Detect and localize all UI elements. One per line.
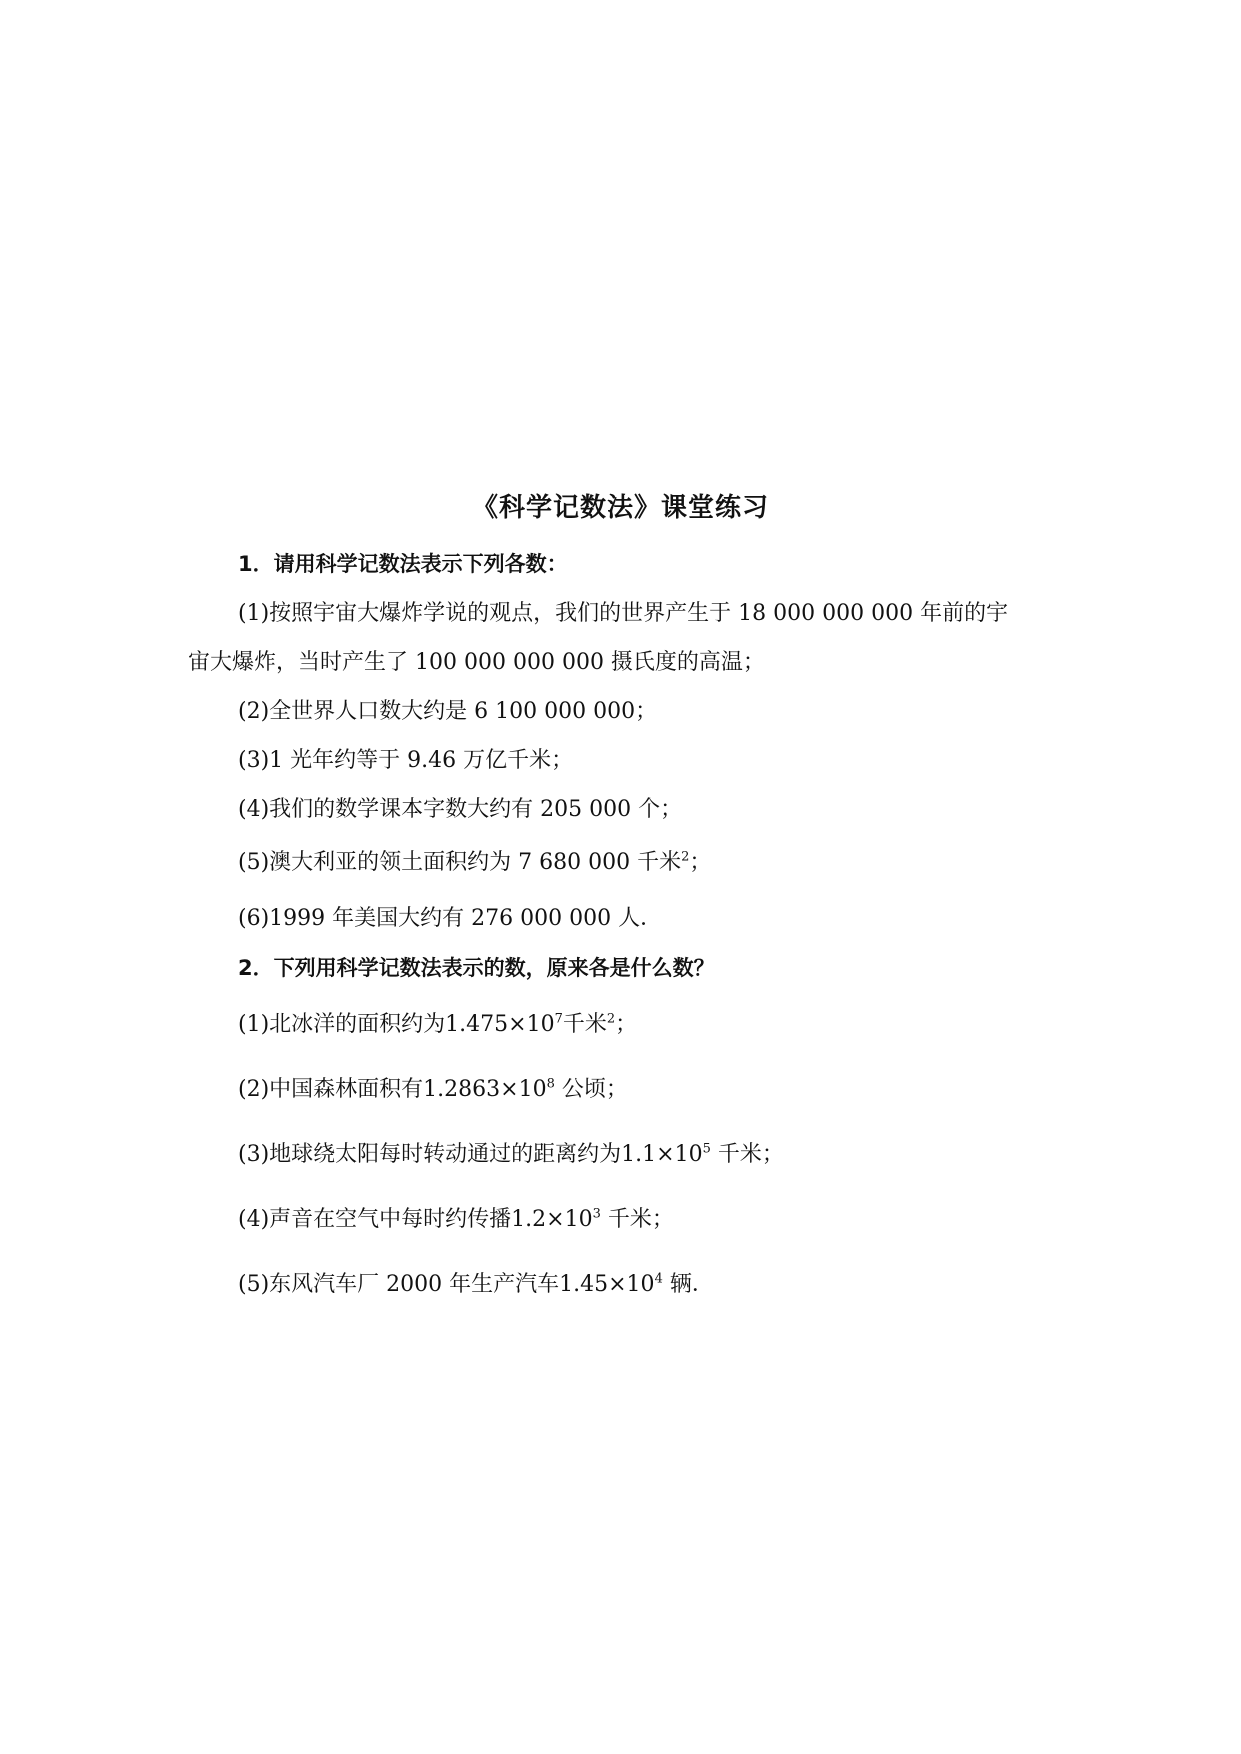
section2-item-2-exp: 8: [546, 1076, 555, 1092]
section1-item-5-end: ；: [689, 850, 712, 875]
section1-item-5-text: (5)澳大利亚的领土面积约为 7 680 000 千米: [238, 850, 682, 875]
section2-item-5-end: 辆．: [662, 1272, 714, 1297]
section2-item-2-text: (2)中国森林面积有1.2863×10: [238, 1077, 547, 1102]
page-title: 《科学记数法》课堂练习: [471, 493, 769, 523]
section2-item-4-exp: 3: [592, 1206, 601, 1222]
section2-heading: 2．下列用科学记数法表示的数，原来各是什么数？: [238, 956, 715, 980]
section1-item-3: (3)1 光年约等于 9.46 万亿千米；: [238, 748, 574, 773]
section1-heading: 1．请用科学记数法表示下列各数：: [238, 552, 568, 576]
section2-item-1: [238, 1010, 637, 1040]
section2-item-1-text: (1)北冰洋的面积约为1.475×10: [238, 1012, 555, 1037]
section1-item-5-sup: 2: [681, 849, 690, 865]
section2-item-3-exp: 5: [702, 1141, 711, 1157]
section2-item-3: [238, 1140, 784, 1170]
section2-item-1-unit-sup: 2: [606, 1011, 616, 1027]
section2-item-5: [238, 1270, 714, 1300]
section1-item-2: (2)全世界人口数大约是 6 100 000 000；: [238, 699, 658, 724]
section2-item-4-end: 千米；: [600, 1207, 674, 1232]
section2-item-3-text: (3)地球绕太阳每时转动通过的距离约为1.1×10: [238, 1142, 703, 1167]
section2-item-4-text: (4)声音在空气中每时约传播1.2×10: [238, 1207, 593, 1232]
section2-item-1-end: ；: [615, 1012, 638, 1037]
section2-item-1-exp: 7: [554, 1011, 563, 1027]
section2-item-5-text: (5)东风汽车厂 2000 年生产汽车1.45×10: [238, 1272, 655, 1297]
section2-item-3-end: 千米；: [710, 1142, 784, 1167]
section1-item-6: (6)1999 年美国大约有 276 000 000 人．: [238, 906, 663, 931]
section1-item-1-line1: (1)按照宇宙大爆炸学说的观点，我们的世界产生于 18 000 000 000 年前的宇: [238, 601, 1009, 626]
section1-item-4: (4)我们的数学课本字数大约有 205 000 个；: [238, 797, 683, 822]
section1-item-5: [238, 848, 711, 878]
section2-item-2-end: 公顷；: [554, 1077, 628, 1102]
section2-item-5-exp: 4: [654, 1271, 663, 1287]
section1-item-1-line2: 宙大爆炸，当时产生了 100 000 000 000 摄氏度的高温；: [188, 650, 765, 675]
section2-item-4: [238, 1205, 674, 1235]
section2-item-1-unit: 千米: [562, 1012, 607, 1037]
section2-item-2: [238, 1075, 628, 1105]
